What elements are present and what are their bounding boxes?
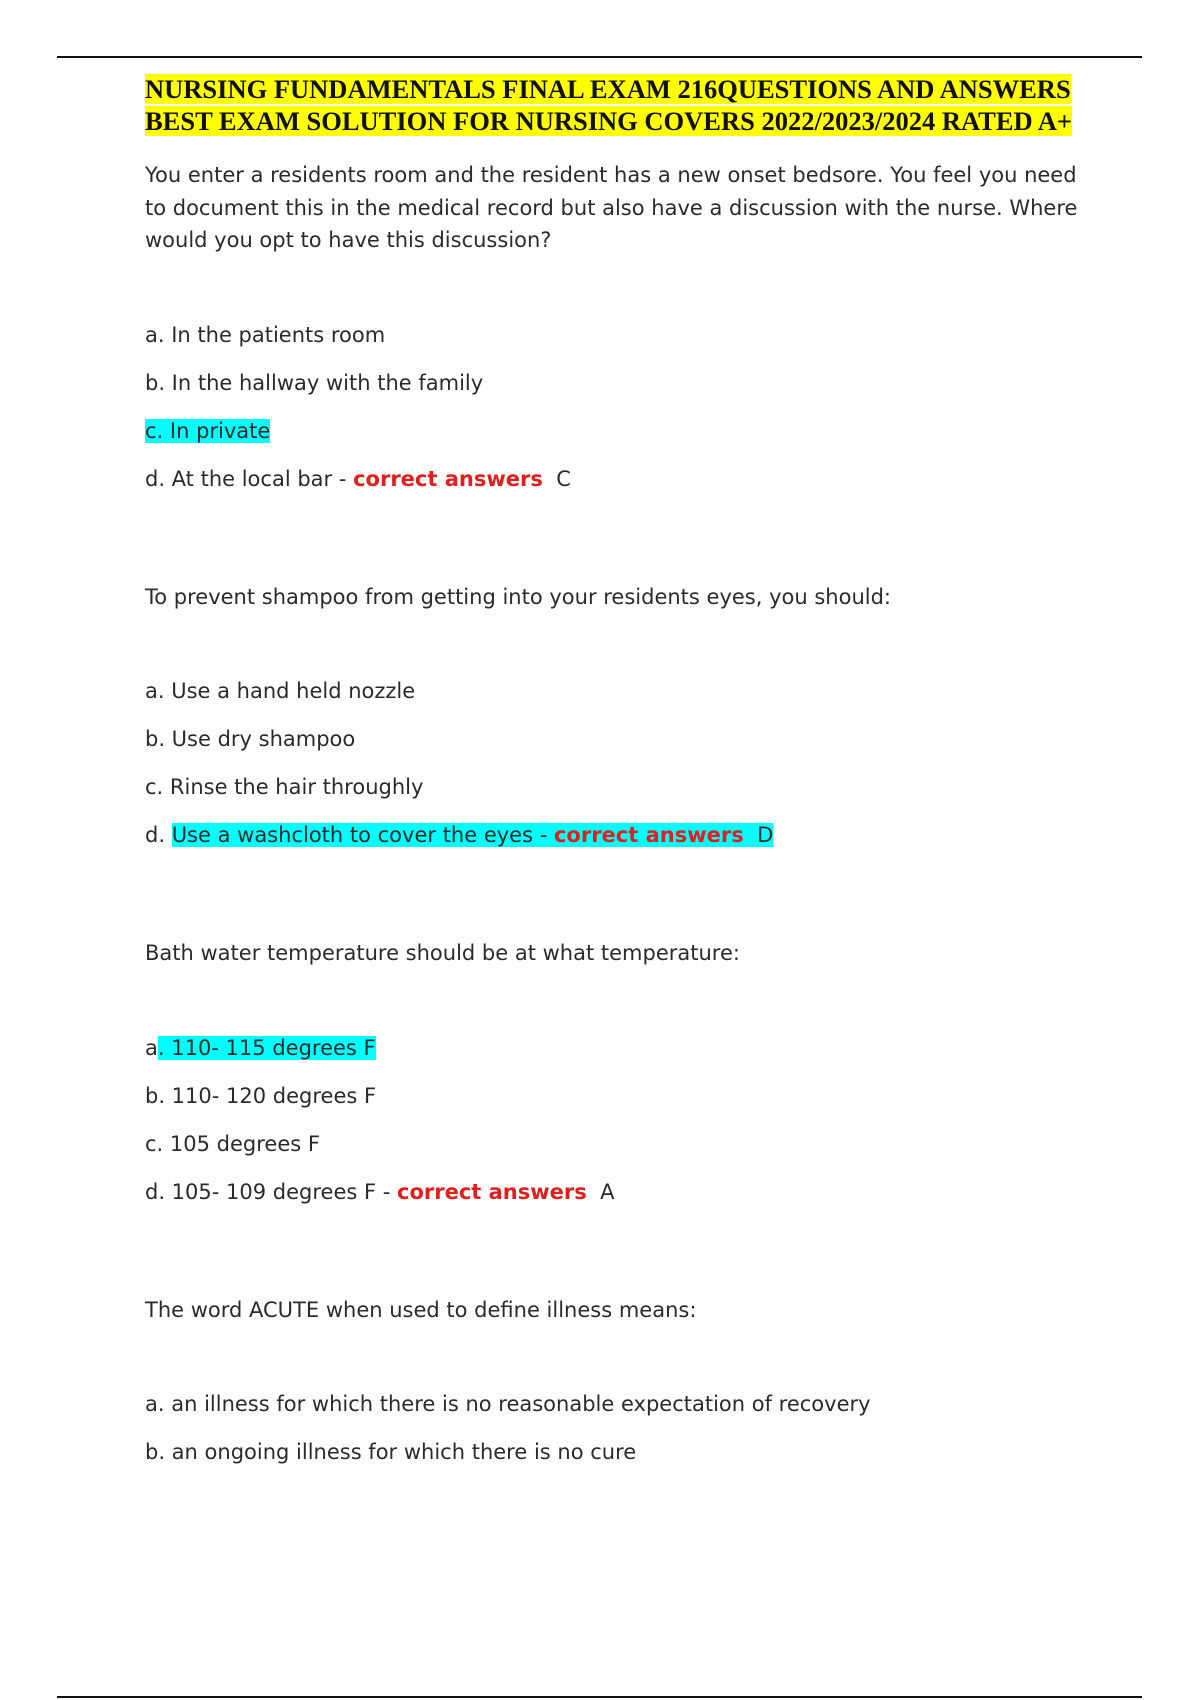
q2-option-a: a. Use a hand held nozzle <box>145 679 416 703</box>
answer-letter: A <box>600 1179 615 1204</box>
correct-answers-label: correct answers <box>353 466 543 491</box>
document-title: NURSING FUNDAMENTALS FINAL EXAM 216QUESTIONS AND ANSWERS BEST EXAM SOLUTION FOR NURSING COVERS 2022/2023/2024 RATED A+ <box>145 74 1073 136</box>
question-2-text: To prevent shampoo from getting into your residents eyes, you should: <box>145 584 892 609</box>
q1-option-c <box>145 417 1085 465</box>
top-rule <box>57 56 1142 58</box>
answer-letter: D <box>757 823 774 847</box>
q1-option-b: b. In the hallway with the family <box>145 370 484 395</box>
highlighted-answer: Use a washcloth to cover the eyes - correct answers D <box>171 823 774 847</box>
q3-option-b: b. 110- 120 degrees F <box>145 1083 377 1108</box>
answer-letter: C <box>556 466 571 491</box>
q4-option-b: b. an ongoing illness for which there is no cure <box>145 1440 637 1464</box>
q2-option-c: c. Rinse the hair throughly <box>145 775 424 799</box>
highlighted-answer: . 110- 115 degrees F <box>157 1035 376 1060</box>
q1-option-a: a. In the patients room <box>145 322 386 347</box>
bottom-rule <box>57 1696 1142 1698</box>
q3-option-c: c. 105 degrees F <box>145 1131 320 1156</box>
q1-option-d: d. At the local bar - correct answers C <box>145 466 571 491</box>
q2-option-b: b. Use dry shampoo <box>145 727 356 751</box>
correct-answers-label: correct answers <box>553 823 744 847</box>
q3-option-d: d. 105- 109 degrees F - correct answers A <box>145 1179 615 1204</box>
question-4-text: The word ACUTE when used to define illness means: <box>145 1297 697 1322</box>
q4-option-a: a. an illness for which there is no reasonable expectation of recovery <box>145 1392 871 1416</box>
question-3-text: Bath water temperature should be at what temperature: <box>145 941 740 965</box>
q3-option-a: a. 110- 115 degrees F <box>145 1035 376 1060</box>
highlighted-answer: c. In private <box>145 418 271 443</box>
question-1-text: You enter a residents room and the resident has a new onset bedsore. You feel you need to document this in the medical record but also have a discussion with the nurse. Where would you opt to have this discussion? <box>145 163 1078 252</box>
q2-option-d: d. Use a washcloth to cover the eyes - correct answers D <box>145 823 774 847</box>
correct-answers-label: correct answers <box>397 1179 587 1204</box>
document-body <box>145 73 1085 1486</box>
